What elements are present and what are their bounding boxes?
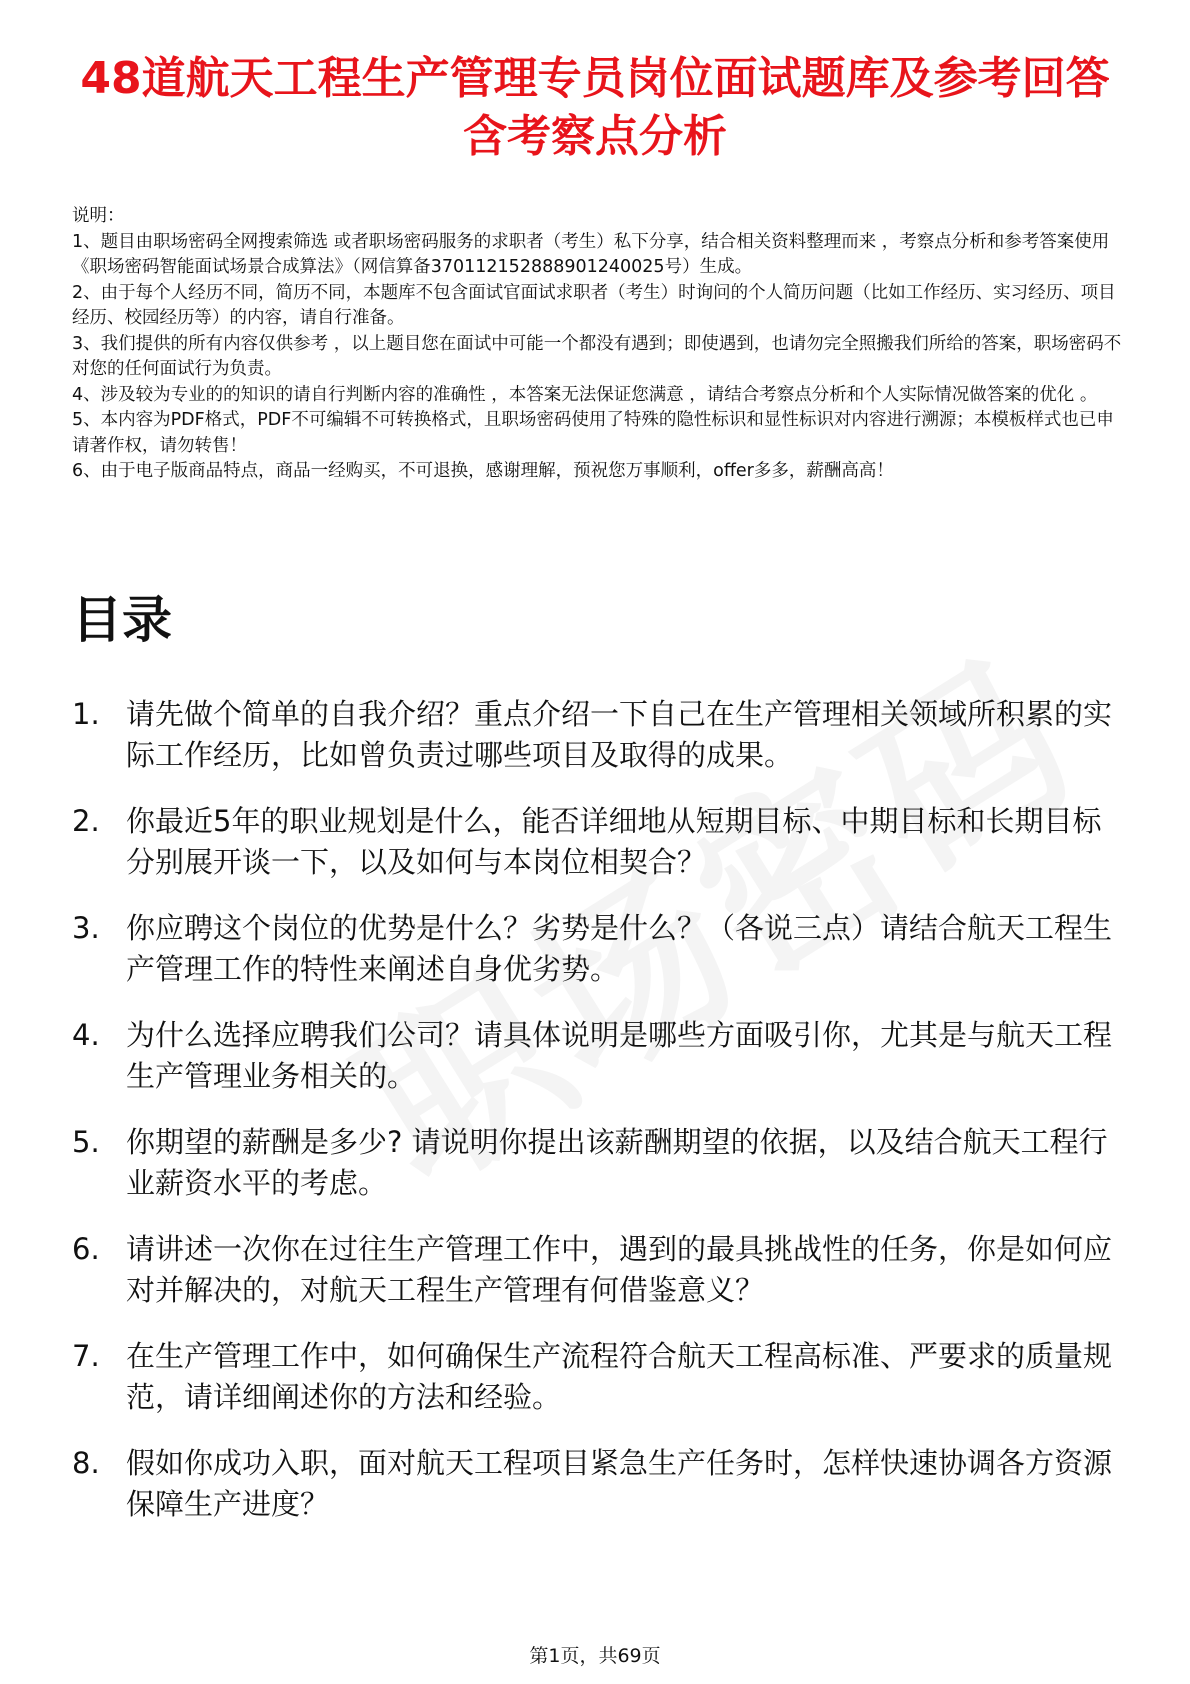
note-item-3: 3、我们提供的所有内容仅供参考 ，以上题目您在面试中可能一个都没有遇到；即使遇到，也请勿完全照搬我们所给的答案，职场密码不对您的任何面试行为负责。 bbox=[72, 333, 1122, 379]
document-title: 48道航天工程生产管理专员岗位面试题库及参考回答含考察点分析 bbox=[80, 53, 1110, 162]
question-number: 3. bbox=[72, 911, 100, 945]
question-number: 8. bbox=[72, 1446, 100, 1480]
question-text: 请先做个简单的自我介绍？重点介绍一下自己在生产管理相关领域所积累的实际工作经历，比如曾负责过哪些项目及取得的成果。 bbox=[126, 697, 1113, 772]
question-item-3 bbox=[72, 908, 1122, 990]
question-text: 你期望的薪酬是多少? 请说明你提出该薪酬期望的依据，以及结合航天工程行业薪资水平的考虑。 bbox=[126, 1125, 1108, 1200]
question-item-6 bbox=[72, 1229, 1122, 1311]
notes-section bbox=[72, 204, 1122, 485]
question-text: 你最近5年的职业规划是什么，能否详细地从短期目标、中期目标和长期目标分别展开谈一下，以及如何与本岗位相契合？ bbox=[126, 804, 1102, 879]
question-text: 在生产管理工作中，如何确保生产流程符合航天工程高标准、严要求的质量规范，请详细阐述你的方法和经验。 bbox=[126, 1339, 1113, 1414]
note-item-6: 6、由于电子版商品特点，商品一经购买，不可退换，感谢理解，预祝您万事顺利，offer多多，薪酬高高！ bbox=[72, 461, 894, 481]
question-number: 2. bbox=[72, 804, 100, 838]
question-number: 6. bbox=[72, 1232, 100, 1266]
toc-heading: 目录 bbox=[72, 591, 172, 649]
question-text: 假如你成功入职，面对航天工程项目紧急生产任务时，怎样快速协调各方资源保障生产进度？ bbox=[126, 1446, 1113, 1521]
question-item-4 bbox=[72, 1015, 1122, 1097]
question-number: 4. bbox=[72, 1018, 100, 1052]
question-item-8 bbox=[72, 1443, 1122, 1525]
question-item-1 bbox=[72, 694, 1122, 776]
note-item-5: 5、本内容为PDF格式，PDF不可编辑不可转换格式，且职场密码使用了特殊的隐性标识和显性标识对内容进行溯源；本模板样式也已申请著作权，请勿转售！ bbox=[72, 410, 1114, 456]
question-item-7 bbox=[72, 1336, 1122, 1418]
question-text: 为什么选择应聘我们公司？请具体说明是哪些方面吸引你，尤其是与航天工程生产管理业务相关的。 bbox=[126, 1018, 1113, 1093]
page-number: 第1页，共69页 bbox=[529, 1645, 661, 1667]
question-number: 5. bbox=[72, 1125, 100, 1159]
note-item-2: 2、由于每个人经历不同，简历不同，本题库不包含面试官面试求职者（考生）时询问的个人简历问题（比如工作经历、实习经历、项目经历、校园经历等）的内容，请自行准备。 bbox=[72, 282, 1116, 328]
question-number: 7. bbox=[72, 1339, 100, 1373]
question-number: 1. bbox=[72, 697, 100, 731]
question-text: 你应聘这个岗位的优势是什么？劣势是什么？（各说三点）请结合航天工程生产管理工作的特性来阐述自身优劣势。 bbox=[126, 911, 1113, 986]
question-text: 请讲述一次你在过往生产管理工作中，遇到的最具挑战性的任务，你是如何应对并解决的，对航天工程生产管理有何借鉴意义？ bbox=[126, 1232, 1113, 1307]
note-item-1: 1、题目由职场密码全网搜索筛选 或者职场密码服务的求职者（考生）私下分享，结合相关资料整理而来 ，考察点分析和参考答案使用《职场密码智能面试场景合成算法》（网信算备370112152888901240025号）生成。 bbox=[72, 231, 1110, 277]
question-item-2 bbox=[72, 801, 1122, 883]
question-item-5 bbox=[72, 1122, 1122, 1204]
question-list bbox=[72, 694, 1122, 1550]
notes-heading: 说明： bbox=[72, 206, 125, 226]
note-item-4: 4、涉及较为专业的的知识的请自行判断内容的准确性 ，本答案无法保证您满意 ，请结合考察点分析和个人实际情况做答案的优化 。 bbox=[72, 384, 1098, 405]
